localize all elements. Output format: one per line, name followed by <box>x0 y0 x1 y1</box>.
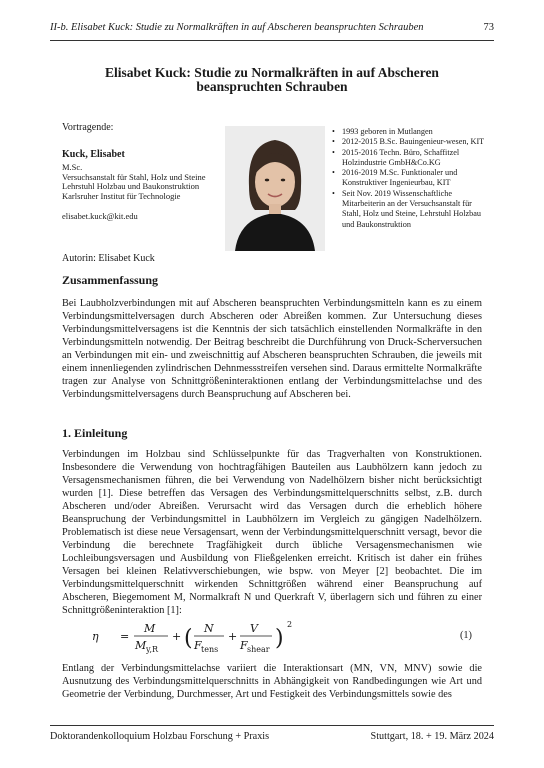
footer-conference: Doktorandenkolloquium Holzbau Forschung + Praxis <box>50 731 270 742</box>
speaker-name: Kuck, Elisabet <box>62 149 125 160</box>
speaker-portrait <box>225 126 325 251</box>
svg-text:F: F <box>240 639 248 652</box>
summary-heading: Zusammenfassung <box>62 273 159 287</box>
speaker-email: elisabet.kuck@kit.edu <box>62 211 138 221</box>
bio-item: • 2016-2019 M.Sc. Funktionaler und Konstruktiver Ingenieurbau, KIT <box>332 168 492 189</box>
article-title: Elisabet Kuck: Studie zu Normalkräften in auf Abscheren beanspruchten Schrauben <box>105 65 439 94</box>
svg-text:): ) <box>275 626 284 651</box>
speaker-affiliation: M.Sc. Versuchsanstalt für Stahl, Holz und Steine Lehrstuhl Holzbau und Baukonstruktion Karlsruher Institut für Technologie <box>62 162 206 201</box>
after-equation-text: Entlang der Verbindungsmittelachse variiert die Interaktionsart (MN, VN, MNV) sowie die Ausnutzung des Verbindungsmittelquerschnitts in Abhängigkeit von Randbedingungen wie Art und Geometrie der Verbindung, Durchmesser, Art und Festigkeit des Verbindungsmittels sowie des <box>62 663 482 700</box>
svg-text:+: + <box>228 630 238 643</box>
svg-text:N: N <box>204 622 214 635</box>
running-title: II-b. Elisabet Kuck: Studie zu Normalkräften in auf Abscheren beanspruchten Schrauben <box>50 22 424 33</box>
svg-text:y,R: y,R <box>146 645 159 654</box>
summary-text: Bei Laubholzverbindungen mit auf Abscheren beanspruchten Verbindungsmitteln kann es zu einem Verbindungsmittelversagen durch Abscheren oder Abreißen kommen. Zur Untersuchung dieses Verbindungsmittelversagens ist die Kenntnis der sich tatsächlich einstellenden Normalkräfte in den Verbindungsmitteln notwendig. Der Beitrag beschreibt die Durchführung von Druck-Scherversuchen an Verbindungen mit ein- und zweischnittig auf Abscheren beanspruchten Schrauben, die jeweils mit einem innenliegenden zylindrischen Dehnmessstreifen versehen sind. Daraus ermittelte Normalkräfte tragen zur Analyse von Schnittgrößeninteraktionen entlang der Verbindungsmittelachse und des Verbindungsmittelversagens durch Beanspruchung auf Abscheren bei. <box>62 298 482 400</box>
equation-number: (1) <box>459 630 472 641</box>
svg-text:(: ( <box>184 626 193 651</box>
svg-text:M: M <box>135 639 147 652</box>
bio-item: • 1993 geboren in Mutlangen <box>332 127 492 137</box>
bio-item: • 2012-2015 B.Sc. Bauingenieur-wesen, KIT <box>332 137 492 147</box>
equation-formula <box>60 618 482 658</box>
speaker-heading: Vortragende: <box>62 122 114 133</box>
svg-text:tens: tens <box>201 645 219 654</box>
running-header <box>50 22 494 36</box>
bio-item: • Seit Nov. 2019 Wissenschaftliche Mitarbeiterin an der Versuchsanstalt für Stahl, Holz und Steine, Lehrstuhl Holzbau und Baukonstruktion <box>332 189 492 230</box>
page-number: 73 <box>483 22 494 33</box>
equation-interaction <box>60 618 482 658</box>
svg-text:=: = <box>120 630 130 643</box>
svg-text:η: η <box>92 630 99 643</box>
author-line: Autorin: Elisabet Kuck <box>62 253 155 264</box>
speaker-bio-list <box>332 127 492 230</box>
svg-text:2: 2 <box>287 620 293 629</box>
footer-rule <box>50 725 494 726</box>
svg-text:V: V <box>250 622 258 635</box>
svg-text:M: M <box>144 622 156 635</box>
header-rule <box>50 40 494 41</box>
intro-heading: 1. Einleitung <box>62 426 128 440</box>
bio-item: • 2015-2016 Techn. Büro, Schaffitzel Holzindustrie GmbH&Co.KG <box>332 148 492 169</box>
svg-text:shear: shear <box>247 645 270 654</box>
svg-text:F: F <box>194 639 202 652</box>
svg-text:+: + <box>172 630 182 643</box>
footer-location-date: Stuttgart, 18. + 19. März 2024 <box>370 731 494 742</box>
intro-text: Verbindungen im Holzbau sind Schlüsselpunkte für das Tragverhalten von Konstruktionen. Insbesondere die Verwendung von hochtragfähigen Bauteilen aus Laubhölzern kann jedoch zu Versagensmechanismen führen, die bei Verwendung von Nadelhölzern bisher nicht berücksichtigt wurden [1]. Diese betreffen das Versagen des Verbindungsmittelquerschnitts selbst, z.B. durch Abscheren und/oder Abreißen. Verursacht wird das Versagen durch die erheblich höhere Beanspruchung der Verbindungsmittel in Laubhölzern im Vergleich zu gängigen Nadelhölzern. Problematisch ist diese neue Versagensart, wenn der Verbindungsmittelquerschnitt versagt, bevor die Verbindung die berechnete Tragfähigkeit durch übliche Versagensmechanismen wie Lochleibungsversagen und Ausbildung von Fließgelenken erreicht. Kritisch ist daher ein frühes Versagen bei kleinen Relativverschiebungen, wie bspw. von Meyer [2] beobachtet. Die im Verbindungsmittelquerschnitt wirkenden Schnittgrößen während einer Beanspruchung auf Abscheren, Biegemoment M, Normalkraft N und Querkraft V, überlagern sich und führen zu einer Schnittgrößeninteraktion [1]: <box>62 449 482 616</box>
